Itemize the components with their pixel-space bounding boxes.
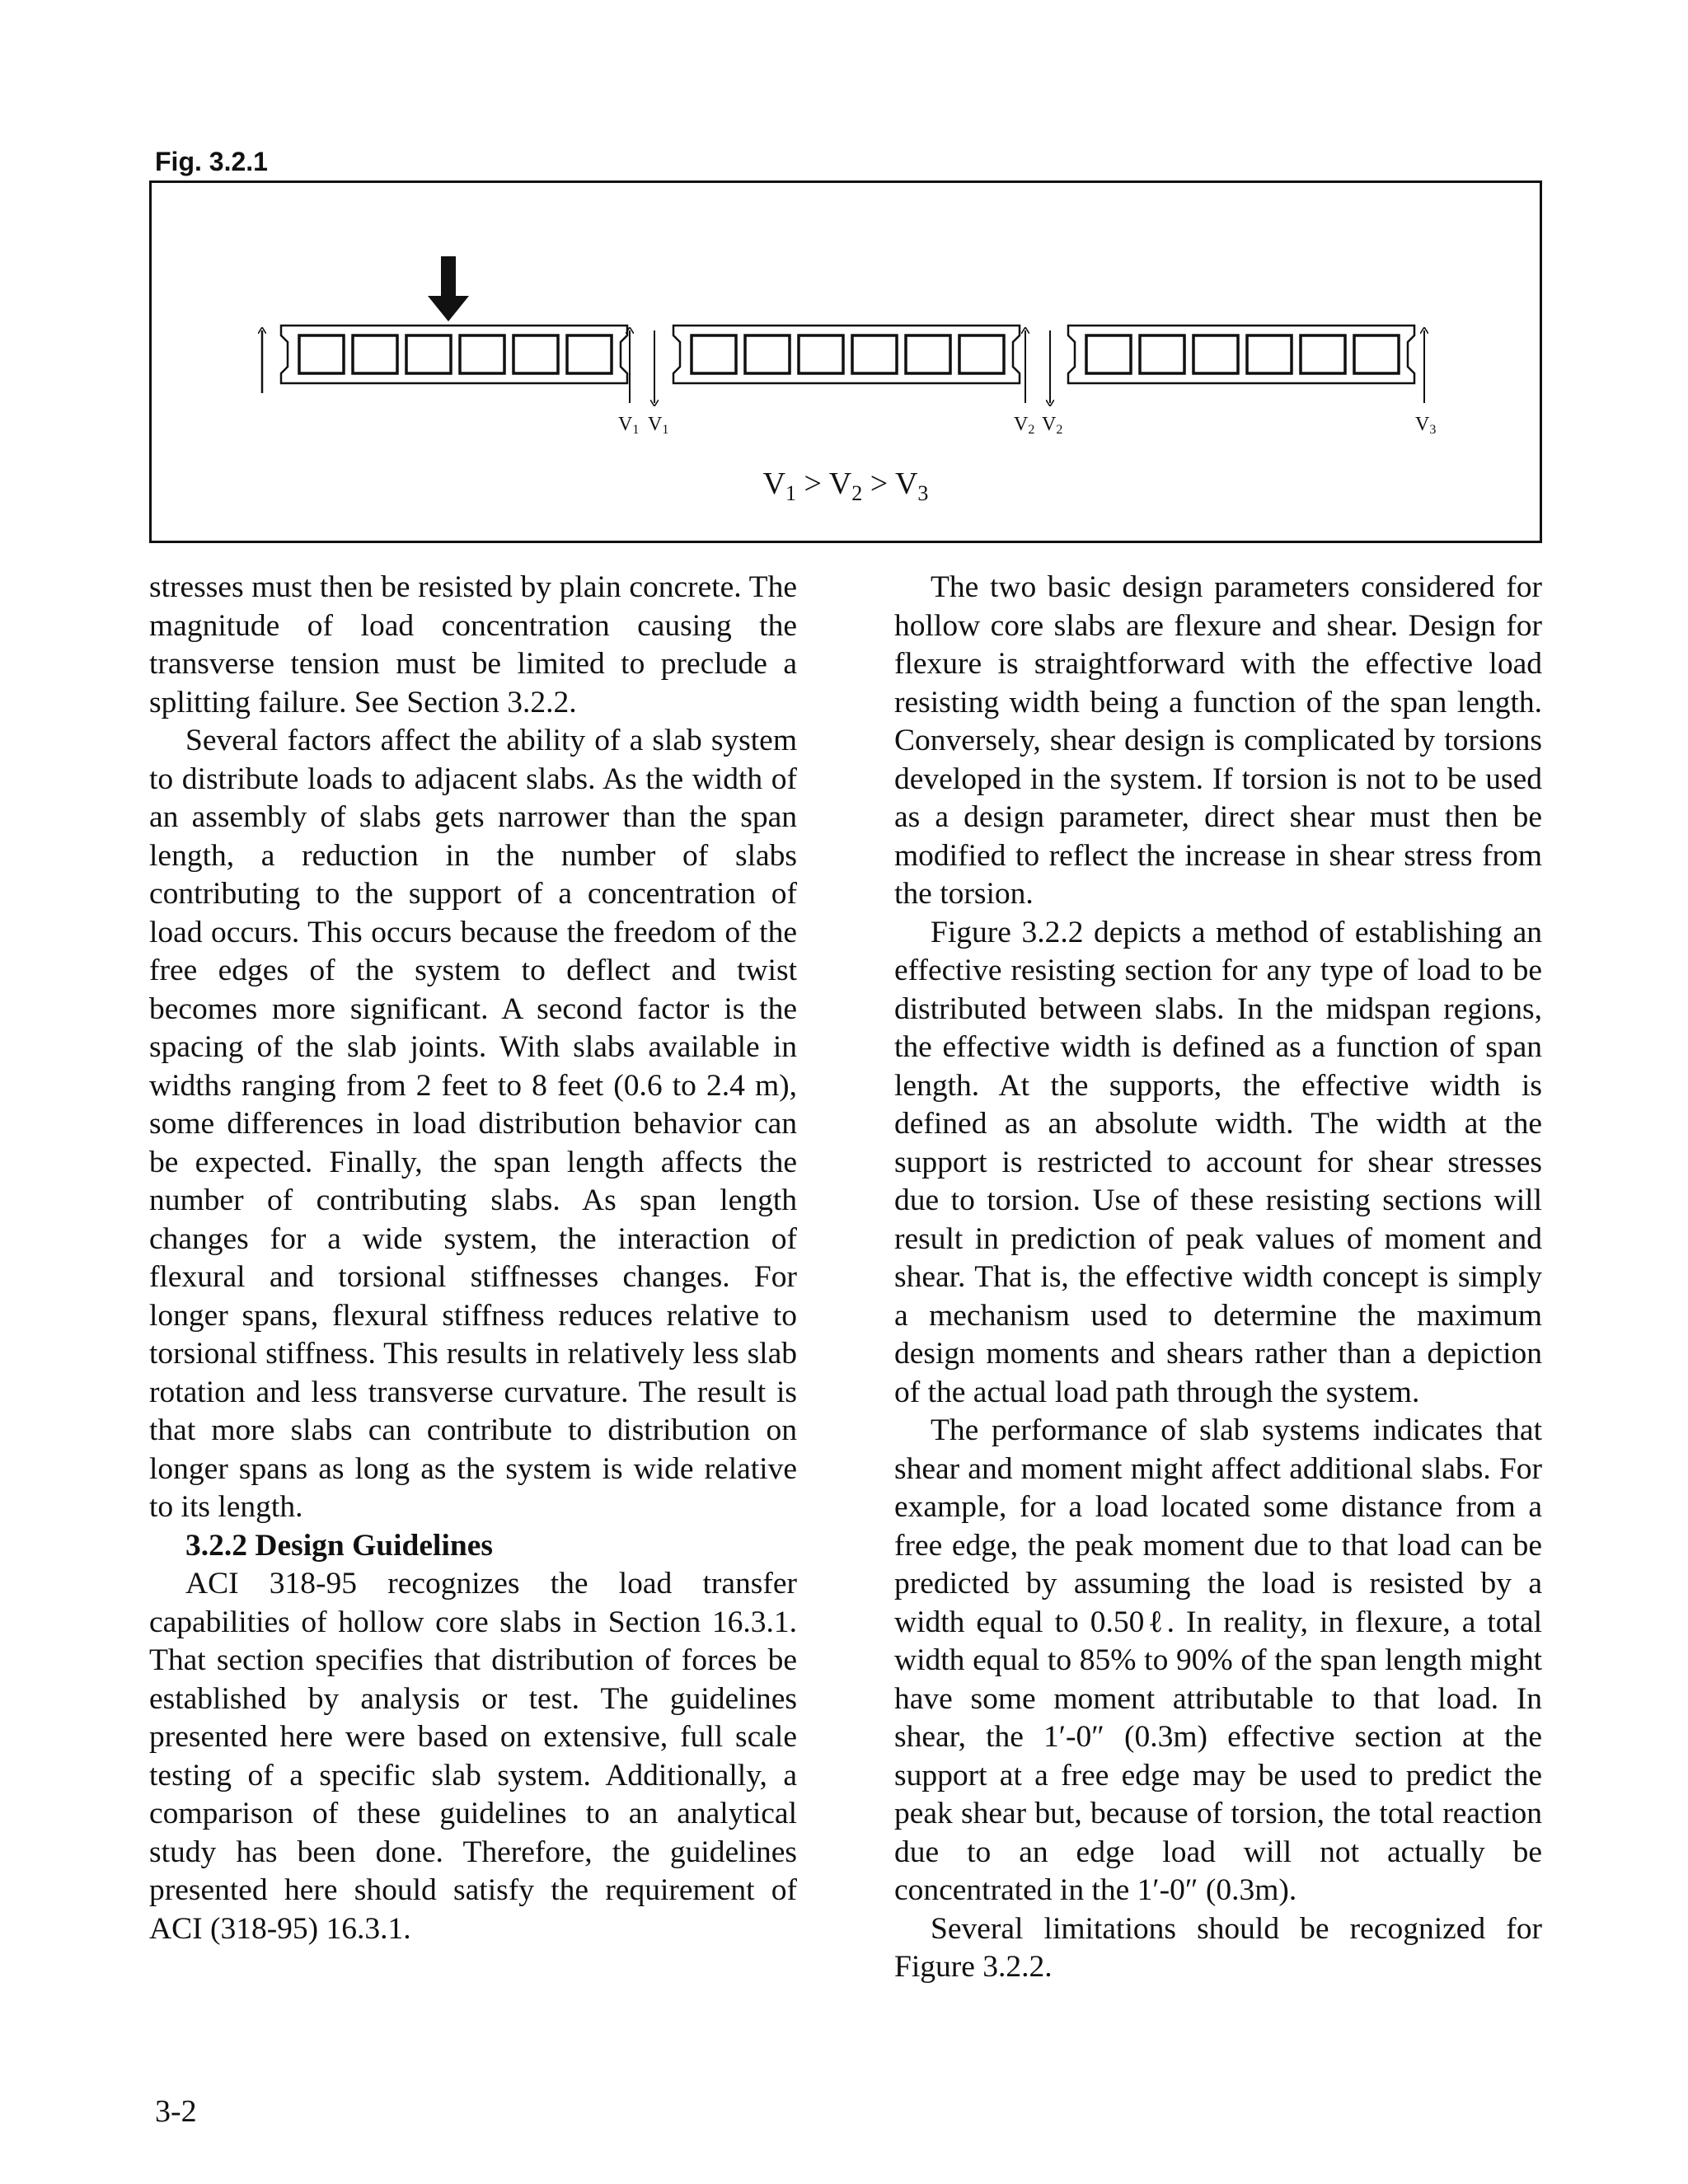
slab-3 (1068, 326, 1414, 383)
hollow-core-void (1301, 335, 1345, 373)
hollow-core-void (513, 335, 558, 373)
shear-label-v3: V3 (1415, 414, 1437, 437)
hollow-core-void (406, 335, 451, 373)
section-heading: 3.2.2 Design Guidelines (185, 1528, 493, 1563)
figure-3-2-1 (149, 180, 1542, 543)
page-number: 3-2 (155, 2094, 197, 2129)
figure-label: Fig. 3.2.1 (155, 147, 268, 176)
hollow-core-void (692, 335, 736, 373)
shear-label-v1-a: V1 (618, 414, 640, 437)
load-arrow-icon (428, 256, 469, 321)
paragraph: The two basic design parameters considered for hollow core slabs are flexure and shear. Design for flexure is straightforward with the effective load resisting width being a function of the span length. Conversely, shear design is complicated by torsions developed in the system. If torsion is not to be used as a design parameter, direct shear must then be modified to reflect the increase in shear stress from the torsion. (894, 570, 1542, 911)
hollow-core-void (1086, 335, 1131, 373)
paragraph: stresses must then be resisted by plain concrete. The magnitude of load concentration causing the transverse tension must be limited to preclude a splitting failure. See Section 3.2.2. (149, 570, 797, 719)
hollow-core-void (1140, 335, 1184, 373)
hollow-core-void (567, 335, 612, 373)
hollow-core-void (353, 335, 397, 373)
hollow-core-void (906, 335, 950, 373)
slab-shear-diagram (149, 180, 1542, 543)
hollow-core-void (460, 335, 504, 373)
shear-label-v1-b: V1 (648, 414, 669, 437)
right-column (894, 569, 1542, 1987)
hollow-core-void (959, 335, 1004, 373)
paragraph: Several factors affect the ability of a slab system to distribute loads to adjacent slabs. As the width of an assembly of slabs gets narrower than the span length, a reduction in the number of slabs contributing to the support of a concentration of load occurs. This occurs because the freedom of the free edges of the system to deflect and twist becomes more significant. A second factor is the spacing of the slab joints. With slabs available in widths ranging from 2 feet to 8 feet (0.6 to 2.4 m), some differences in load distribution behavior can be expected. Finally, the span length affects the number of contributing slabs. As span length changes for a wide system, the interaction of flexural and torsional stiffnesses changes. For longer spans, flexural stiffness reduces relative to torsional stiffness. This results in relatively less slab rotation and less transverse curvature. The result is that more slabs can contribute to distribution on longer spans as long as the system is wide relative to its length. (149, 724, 797, 1524)
paragraph: Figure 3.2.2 depicts a method of establishing an effective resisting section for any type of load to be distributed between slabs. In the midspan regions, the effective width is defined as a function of span length. At the supports, the effective width is defined as an absolute width. The width at the support is restricted to account for shear stresses due to torsion. Use of these resisting sections will result in prediction of peak values of moment and shear. That is, the effective width concept is simply a mechanism used to determine the maximum design moments and shears rather than a depiction of the actual load path through the system. (894, 915, 1542, 1409)
hollow-core-void (299, 335, 344, 373)
shear-inequality-caption: $V_1 > V_2 > V_3$ (762, 466, 929, 505)
paragraph: Several limitations should be recognized for Figure 3.2.2. (894, 1911, 1542, 1984)
hollow-core-void (1354, 335, 1399, 373)
slab-2 (673, 326, 1020, 383)
hollow-core-void (799, 335, 843, 373)
hollow-core-void (745, 335, 790, 373)
hollow-core-void (852, 335, 897, 373)
hollow-core-void (1193, 335, 1238, 373)
shear-label-v2-a: V2 (1014, 414, 1035, 437)
paragraph: ACI 318-95 recognizes the load transfer capabilities of hollow core slabs in Section 16.3.1. That section specifies that distribution of forces be established by analysis or test. The guidelines presented here were based on extensive, full scale testing of a specific slab system. Additionally, a comparison of these guidelines to an analytical study has been done. Therefore, the guidelines presented here should satisfy the requirement of ACI (318-95) 16.3.1. (149, 1567, 797, 1946)
hollow-core-void (1247, 335, 1292, 373)
slab-1 (281, 326, 627, 383)
paragraph: The performance of slab systems indicates that shear and moment might affect additional slabs. For example, for a load located some distance from a free edge, the peak moment due to that load can be predicted by assuming the load is resisted by a width equal to 0.50ℓ. In reality, in flexure, a total width equal to 85% to 90% of the span length might have some moment attributable to that load. In shear, the 1′-0″ (0.3m) effective section at the support at a free edge may be used to predict the peak shear but, because of torsion, the total reaction due to an edge load will not actually be concentrated in the 1′-0″ (0.3m). (894, 1413, 1542, 1907)
shear-label-v2-b: V2 (1042, 414, 1063, 437)
left-column (149, 569, 797, 1948)
